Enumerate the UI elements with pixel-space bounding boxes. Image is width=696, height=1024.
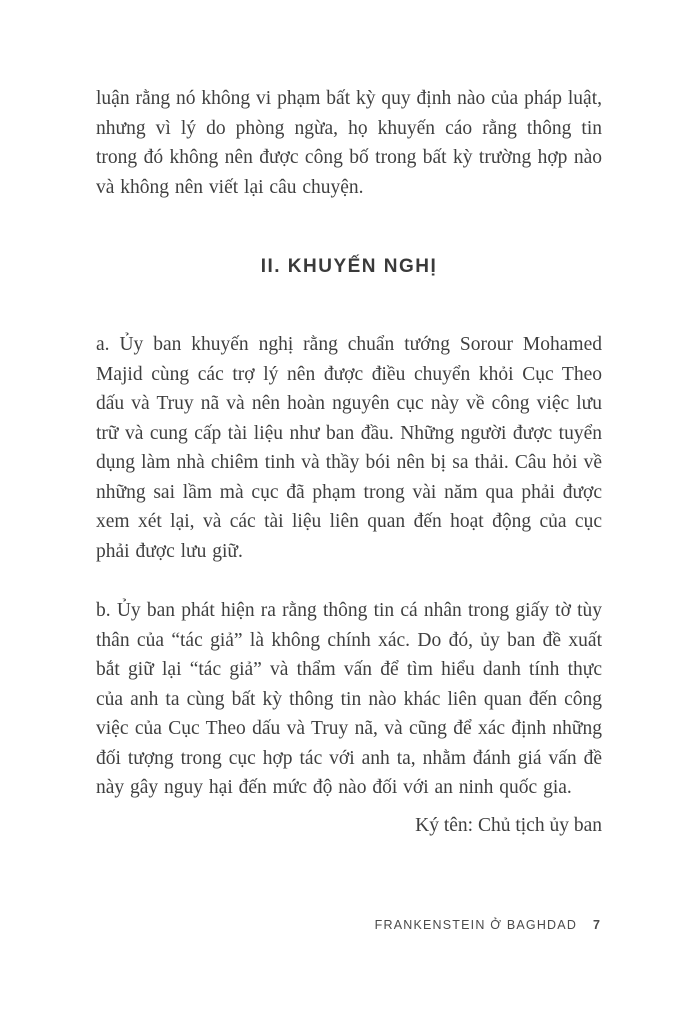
page-footer <box>375 918 600 932</box>
paragraph-recommendation-a: a. Ủy ban khuyến nghị rằng chuẩn tướng Sorour Mohamed Majid cùng các trợ lý nên được điều chuyển khỏi Cục Theo dấu và Truy nã và nên hoàn nguyên cục này về công việc lưu trữ và cung cấp tài liệu như ban đầu. Những người được tuyển dụng làm nhà chiêm tinh và thầy bói nên bị sa thải. Câu hỏi về những sai lầm mà cục đã phạm trong vài năm qua phải được xem xét lại, và các tài liệu liên quan đến hoạt động của cục phải được lưu giữ. <box>96 334 602 562</box>
paragraph-intro: luận rằng nó không vi phạm bất kỳ quy định nào của pháp luật, nhưng vì lý do phòng ngừa, họ khuyến cáo rằng thông tin trong đó không nên được công bố trong bất kỳ trường hợp nào và không nên viết lại câu chuyện. <box>96 88 602 198</box>
signature-line: Ký tên: Chủ tịch ủy ban <box>415 814 602 836</box>
section-heading: II. KHUYẾN NGHỊ <box>260 256 438 277</box>
page-content <box>96 84 602 840</box>
footer-page-number: 7 <box>593 918 600 932</box>
paragraph-recommendation-b: b. Ủy ban phát hiện ra rằng thông tin cá nhân trong giấy tờ tùy thân của “tác giả” là không chính xác. Do đó, ủy ban đề xuất bắt giữ lại “tác giả” và thẩm vấn để tìm hiểu danh tính thực của anh ta cùng bất kỳ thông tin nào khác liên quan đến công việc của Cục Theo dấu và Truy nã, và cũng để xác định những đối tượng trong cục hợp tác với anh ta, nhằm đánh giá vấn đề này gây nguy hại đến mức độ nào đối với an ninh quốc gia. <box>96 600 602 798</box>
footer-book-title: FRANKENSTEIN Ở BAGHDAD <box>374 918 578 932</box>
